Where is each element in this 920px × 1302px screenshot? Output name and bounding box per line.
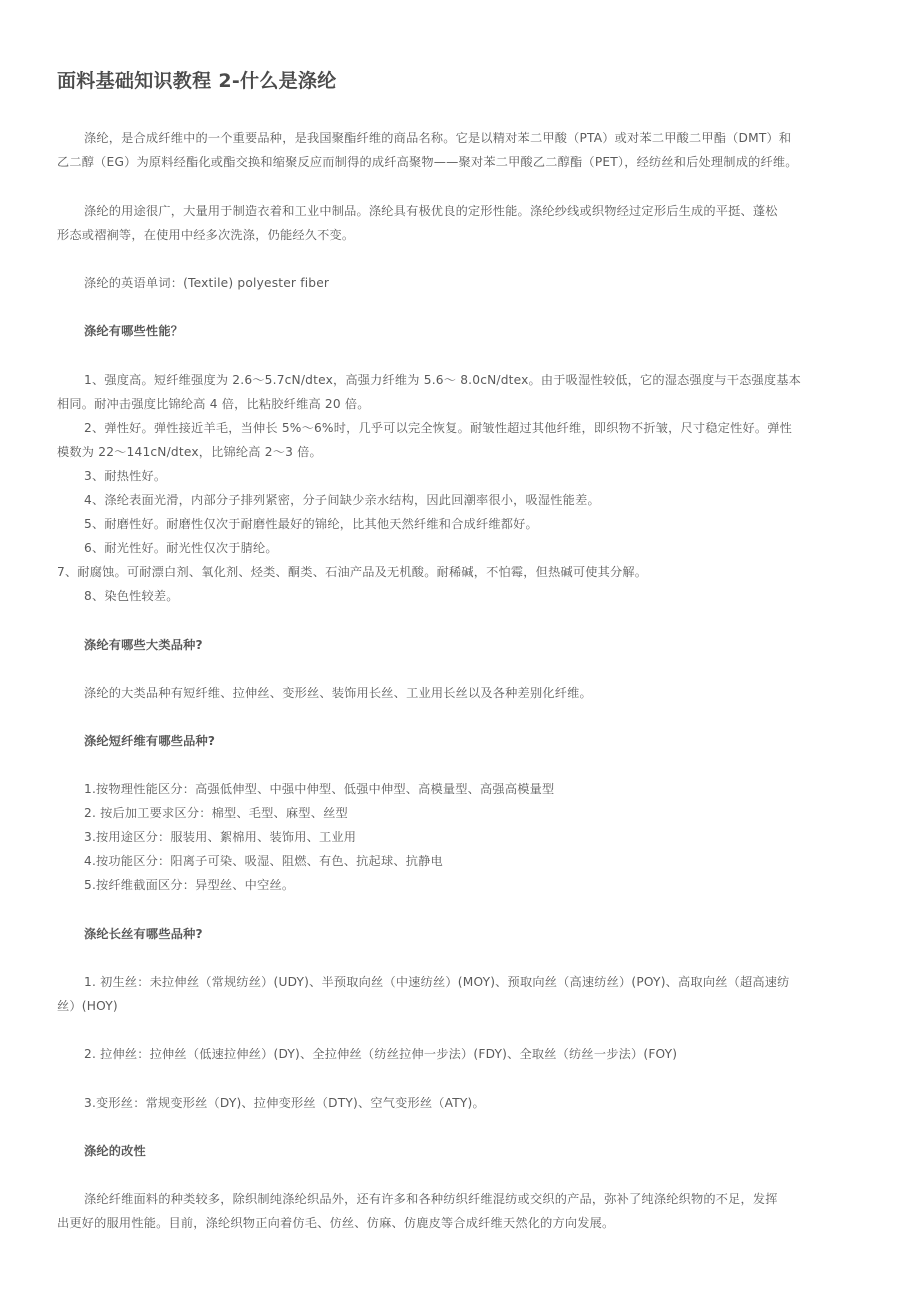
filament-item-3: 3.变形丝：常规变形丝（DY)、拉伸变形丝（DTY)、空气变形丝（ATY)。: [84, 1096, 485, 1110]
property-3: 3、耐热性好。: [84, 469, 167, 483]
modification-line-1: 涤纶纤维面料的种类较多，除织制纯涤纶织品外，还有许多和各种纺织纤维混纺或交织的产品，弥补了纯涤纶织物的不足，发挥: [84, 1192, 778, 1206]
staple-item-3: 3.按用途区分：服装用、絮棉用、装饰用、工业用: [84, 830, 357, 844]
property-4: 4、涤纶表面光滑，内部分子排列紧密，分子间缺少亲水结构，因此回潮率很小，吸湿性能差。: [84, 493, 600, 507]
usage-line-2: 形态或褶裥等，在使用中经多次洗涤，仍能经久不变。: [57, 228, 355, 242]
properties-heading: 涤纶有哪些性能？: [84, 324, 184, 338]
property-1-line-2: 相同。耐冲击强度比锦纶高 4 倍，比粘胶纤维高 20 倍。: [57, 397, 370, 411]
staple-heading: 涤纶短纤维有哪些品种?: [84, 734, 216, 748]
intro-line-2: 乙二醇（EG）为原料经酯化或酯交换和缩聚反应而制得的成纤高聚物——聚对苯二甲酸乙二醇酯（PET），经纺丝和后处理制成的纤维。: [57, 155, 798, 169]
staple-item-2: 2. 按后加工要求区分：棉型、毛型、麻型、丝型: [84, 806, 348, 820]
categories-heading: 涤纶有哪些大类品种?: [84, 638, 203, 652]
modification-heading: 涤纶的改性: [84, 1144, 146, 1158]
filament-item-1-line-2: 丝）(HOY): [57, 999, 118, 1013]
categories-text: 涤纶的大类品种有短纤维、拉伸丝、变形丝、装饰用长丝、工业用长丝以及各种差别化纤维。: [84, 686, 592, 700]
intro-line-1: 涤纶，是合成纤维中的一个重要品种，是我国聚酯纤维的商品名称。它是以精对苯二甲酸（PTA）或对苯二甲酸二甲酯（DMT）和: [84, 131, 792, 145]
property-1-line-1: 1、强度高。短纤维强度为 2.6～5.7cN/dtex，高强力纤维为 5.6～ 8.0cN/dtex。由于吸湿性较低，它的湿态强度与干态强度基本: [84, 373, 802, 387]
property-2-line-1: 2、弹性好。弹性接近羊毛，当伸长 5%～6%时，几乎可以完全恢复。耐皱性超过其他纤维，即织物不折皱，尺寸稳定性好。弹性: [84, 421, 793, 435]
property-5: 5、耐磨性好。耐磨性仅次于耐磨性最好的锦纶，比其他天然纤维和合成纤维都好。: [84, 517, 538, 531]
filament-item-1-line-1: 1. 初生丝：未拉伸丝（常规纺丝）(UDY)、半预取向丝（中速纺丝）(MOY)、预取向丝（高速纺丝）(POY)、高取向丝（超高速纺: [84, 975, 790, 989]
usage-line-1: 涤纶的用途很广，大量用于制造衣着和工业中制品。涤纶具有极优良的定形性能。涤纶纱线或织物经过定形后生成的平挺、蓬松: [84, 204, 778, 218]
staple-item-1: 1.按物理性能区分：高强低伸型、中强中伸型、低强中伸型、高模量型、高强高模量型: [84, 782, 555, 796]
property-6: 6、耐光性好。耐光性仅次于腈纶。: [84, 541, 278, 555]
property-7: 7、耐腐蚀。可耐漂白剂、氧化剂、烃类、酮类、石油产品及无机酸。耐稀碱，不怕霉，但热碱可使其分解。: [57, 565, 648, 579]
staple-item-5: 5.按纤维截面区分：异型丝、中空丝。: [84, 878, 295, 892]
property-8: 8、染色性较差。: [84, 589, 179, 603]
filament-item-2: 2. 拉伸丝：拉伸丝（低速拉伸丝）(DY)、全拉伸丝（纺丝拉伸一步法）(FDY)、全取丝（纺丝一步法）(FOY): [84, 1047, 678, 1061]
english-term: 涤纶的英语单词：(Textile) polyester fiber: [84, 276, 330, 290]
page-title: 面料基础知识教程 2-什么是涤纶: [57, 70, 337, 92]
staple-item-4: 4.按功能区分：阳离子可染、吸湿、阻燃、有色、抗起球、抗静电: [84, 854, 443, 868]
filament-heading: 涤纶长丝有哪些品种?: [84, 927, 203, 941]
modification-line-2: 出更好的服用性能。目前，涤纶织物正向着仿毛、仿丝、仿麻、仿鹿皮等合成纤维天然化的方向发展。: [57, 1216, 615, 1230]
property-2-line-2: 模数为 22～141cN/dtex，比锦纶高 2～3 倍。: [57, 445, 322, 459]
